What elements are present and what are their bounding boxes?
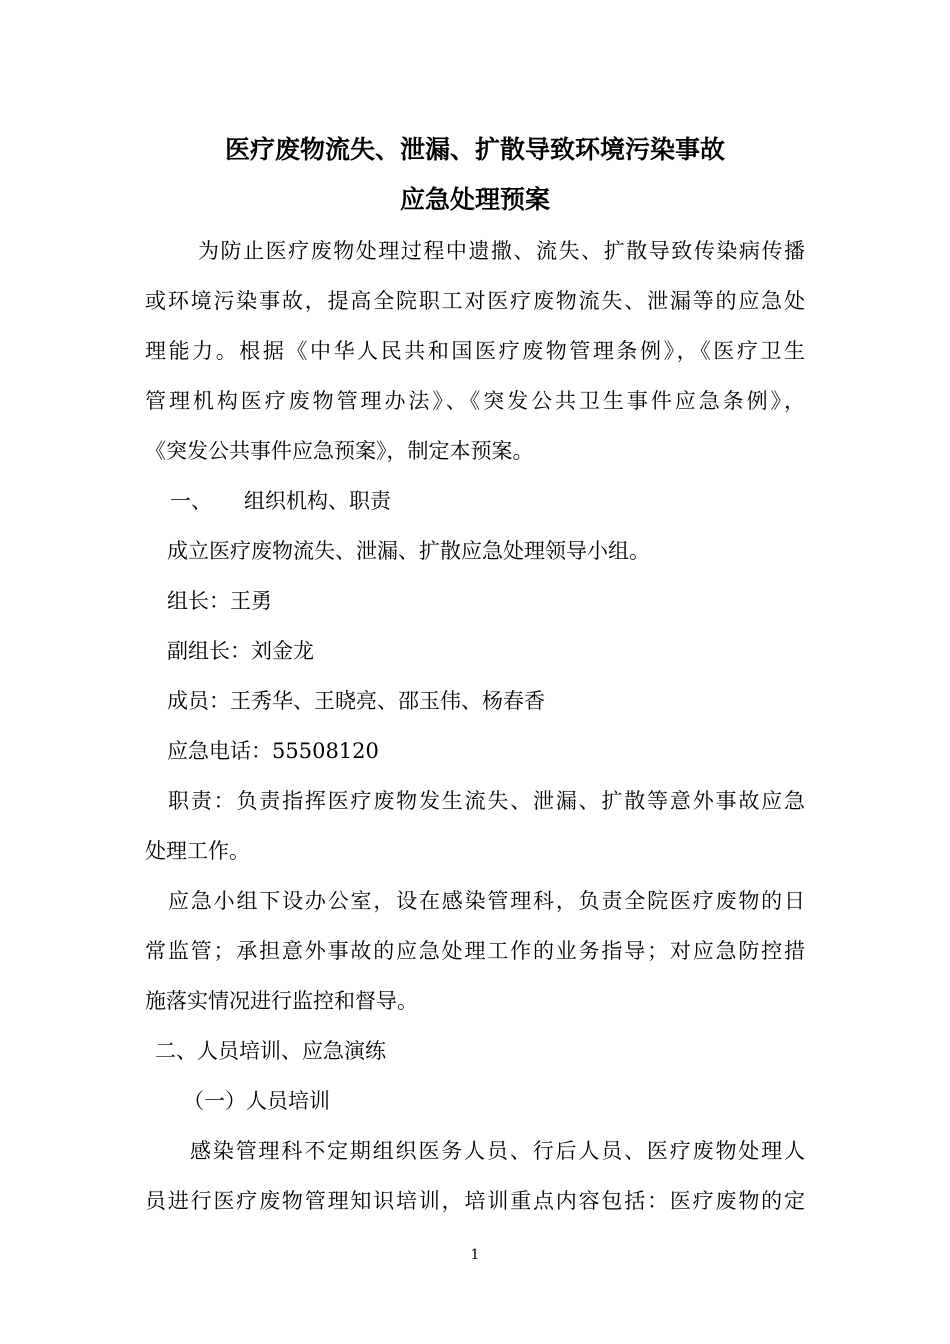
members-line: 成员：王秀华、王晓亮、邵玉伟、杨春香 — [167, 689, 545, 713]
phone-line — [167, 736, 379, 766]
phone-label: 应急电话： — [167, 739, 272, 763]
office-line-2: 常监管；承担意外事故的应急处理工作的业务指导；对应急防控措 — [145, 939, 805, 963]
intro-line-1: 为防止医疗废物处理过程中遗撒、流失、扩散导致传染病传播 — [198, 239, 805, 263]
section1-heading — [170, 486, 391, 516]
training-line-2: 员进行医疗废物管理知识培训，培训重点内容包括：医疗废物的定 — [145, 1189, 805, 1213]
office-line-1: 应急小组下设办公室，设在感染管理科，负责全院医疗废物的日 — [168, 889, 805, 913]
intro-line-4: 管理机构医疗废物管理办法》、《突发公共卫生事件应急条例》， — [145, 389, 805, 413]
section1-number: 一、 — [170, 489, 212, 513]
page-number: 1 — [470, 1247, 480, 1263]
section1-title: 组织机构、职责 — [244, 489, 391, 513]
duty-line-2: 处理工作。 — [145, 839, 250, 863]
group-line: 成立医疗废物流失、泄漏、扩散应急处理领导小组。 — [167, 539, 650, 563]
training-line-1: 感染管理科不定期组织医务人员、行后人员、医疗废物处理人 — [190, 1139, 805, 1163]
section2-heading: 二、人员培训、应急演练 — [155, 1039, 386, 1063]
intro-line-3: 理能力。根据《中华人民共和国医疗废物管理条例》，《医疗卫生 — [145, 339, 805, 363]
subsection1-heading: （一）人员培训 — [183, 1089, 330, 1113]
office-line-3: 施落实情况进行监控和督导。 — [145, 989, 418, 1013]
document-title-line2: 应急处理预案 — [399, 185, 550, 214]
duty-line-1: 职责：负责指挥医疗废物发生流失、泄漏、扩散等意外事故应急 — [168, 789, 805, 813]
intro-line-2: 或环境污染事故，提高全院职工对医疗废物流失、泄漏等的应急处 — [145, 289, 805, 313]
intro-line-5: 《突发公共事件应急预案》，制定本预案。 — [145, 439, 534, 463]
phone-number: 55508120 — [272, 739, 379, 763]
document-title-line1: 医疗废物流失、泄漏、扩散导致环境污染事故 — [224, 135, 725, 164]
leader-line: 组长：王勇 — [167, 589, 272, 613]
deputy-leader-line: 副组长：刘金龙 — [167, 639, 314, 663]
